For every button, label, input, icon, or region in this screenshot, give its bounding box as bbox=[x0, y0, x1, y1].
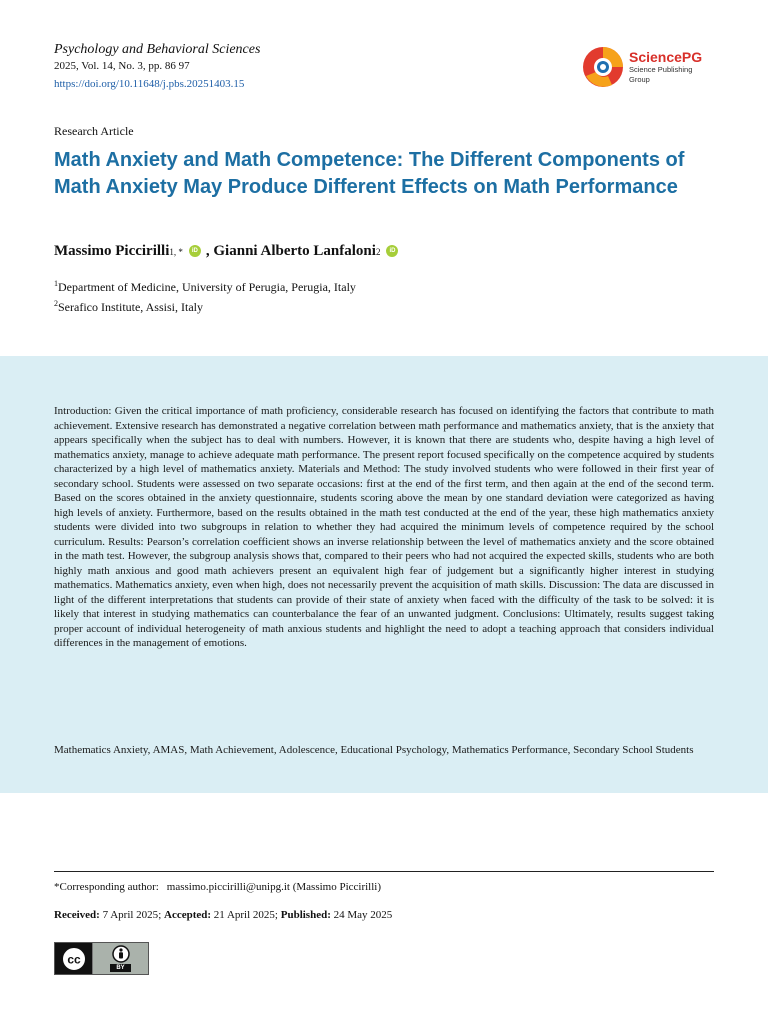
affiliation-number: 2 bbox=[54, 299, 58, 308]
author-list: Massimo Piccirilli 1, * iD , Gianni Alberto Lanfaloni 2 iD bbox=[54, 243, 403, 260]
publication-dates: Received: 7 April 2025; Accepted: 21 April 2025; Published: 24 May 2025 bbox=[54, 909, 393, 921]
affiliation-text: Serafico Institute, Assisi, Italy bbox=[58, 300, 203, 314]
affiliation-text: Department of Medicine, University of Perugia, Perugia, Italy bbox=[58, 280, 356, 294]
accepted-date: 21 April 2025 bbox=[213, 909, 275, 921]
footnote-divider bbox=[54, 871, 714, 872]
abstract-text: Introduction: Given the critical importance of math proficiency, considerable research has focused on identifying the factors that contribute to math achievement. Extensive research has demonstrated a negative correlation between math performance and mathematics anxiety, that is the anxiety that appears specifically when the subject has to deal with numbers. However, it is known that there are students who, despite having a high level of mathematics anxiety, manage to achieve adequate math performance. The present report focused specifically on the competence acquired by students characterized by a high level of mathematics anxiety. Materials and Method: The study involved students who were followed in their first year of secondary school. Students were assessed on two separate occasions: first at the end of the first term, and then again at the end of the second term. Based on the scores obtained in the anxiety questionnaire, students scoring above the mean by one standard deviation were categorized as having high levels of anxiety. Furthermore, based on the results obtained in the math test conducted at the end of the year, these high mathematics anxiety students were divided into two subgroups in relation to whether they had acquired the minimum levels of competence required by the school curriculum. Results: Pearson’s correlation coefficient shows an inverse relationship between the level of mathematics anxiety and the score obtained in the math test. However, the subgroup analysis shows that, compared to their peers who had not acquired the expected skills, students who are both highly math anxious and good math achievers present an equivalent high fear of judgement but a significantly higher interest in studying mathematics. Mathematics anxiety, even when high, does not necessarily prevent the acquisition of math skills. Discussion: The data are discussed in light of the different interpretations that students can provide of their state of anxiety when faced with the difficulty of the task to be solved: it is likely that interest in studying mathematics can counterbalance the fear of an unwanted judgment. Conclusions: Ultimately, results suggest taking proper account of individual heterogeneity of math anxious students and highlight the need to adopt a teaching approach that considers individual differences in the management of emotions. bbox=[54, 405, 714, 649]
affiliation bbox=[54, 279, 356, 295]
published-label: Published: bbox=[280, 909, 331, 921]
affiliation bbox=[54, 299, 203, 315]
affiliation-number: 1 bbox=[54, 279, 58, 288]
sciencepg-logo-icon bbox=[582, 46, 624, 88]
sciencepg-logo bbox=[582, 45, 714, 89]
journal-name: Psychology and Behavioral Sciences bbox=[54, 42, 261, 57]
keywords: Mathematics Anxiety, AMAS, Math Achievement, Adolescence, Educational Psychology, Mathematics Performance, Secondary School Students bbox=[54, 744, 694, 756]
article-type: Research Article bbox=[54, 124, 134, 138]
author-name[interactable]: , Gianni Alberto Lanfaloni bbox=[205, 243, 376, 259]
author-name[interactable]: Massimo Piccirilli bbox=[54, 243, 170, 259]
received-label: Received: bbox=[54, 909, 100, 921]
svg-text:cc: cc bbox=[66, 952, 81, 966]
logo-subtitle: Science Publishing Group bbox=[629, 65, 693, 84]
orcid-icon[interactable]: iD bbox=[189, 245, 201, 257]
attribution-icon bbox=[93, 943, 148, 974]
corresponding-email[interactable]: massimo.piccirilli@unipg.it (Massimo Piccirilli) bbox=[166, 881, 382, 893]
cc-by-label: BY bbox=[110, 964, 130, 972]
abstract-panel bbox=[0, 356, 768, 793]
cc-by-license-badge[interactable] bbox=[54, 942, 149, 975]
corresponding-label: *Corresponding author: bbox=[54, 881, 159, 893]
logo-brand: SciencePG bbox=[629, 49, 703, 65]
orcid-icon[interactable]: iD bbox=[386, 245, 398, 257]
journal-issue: 2025, Vol. 14, No. 3, pp. 86 97 bbox=[54, 60, 190, 72]
accepted-label: Accepted: bbox=[164, 909, 212, 921]
received-date: 7 April 2025 bbox=[102, 909, 159, 921]
published-date: 24 May 2025 bbox=[333, 909, 393, 921]
doi-link[interactable]: https://doi.org/10.11648/j.pbs.20251403.15 bbox=[54, 78, 245, 90]
article-title: Math Anxiety and Math Competence: The Different Components of Math Anxiety May Produce Different Effects on Math Performance bbox=[54, 149, 685, 198]
journal-header bbox=[54, 41, 714, 101]
cc-icon bbox=[55, 943, 93, 974]
corresponding-author bbox=[54, 881, 381, 893]
